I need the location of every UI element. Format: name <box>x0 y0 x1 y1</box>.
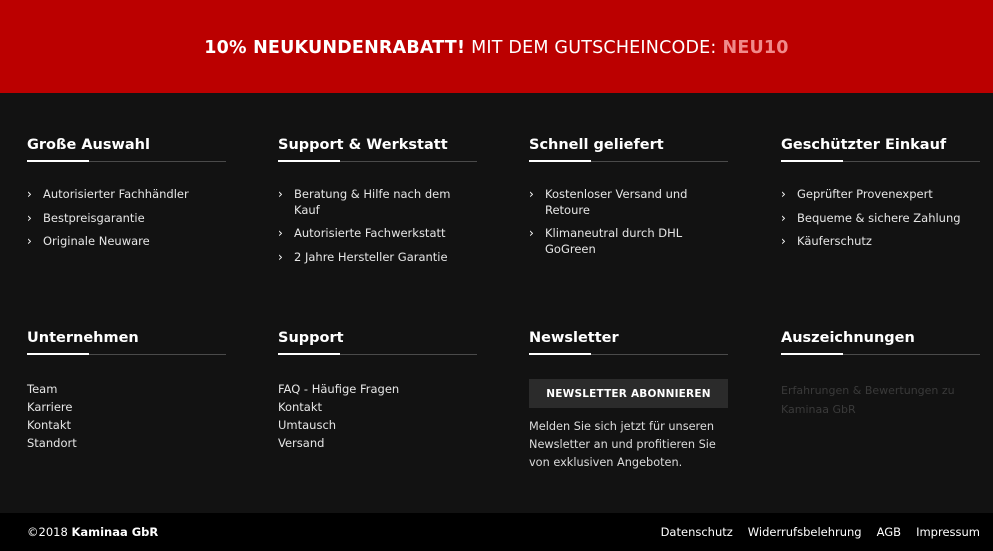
feature-heading: Schnell geliefert <box>529 135 728 162</box>
feature-item: › Geprüfter Provenexpert <box>781 187 933 201</box>
link-withdrawal[interactable]: Widerrufsbelehrung <box>747 525 862 539</box>
link-privacy[interactable]: Datenschutz <box>660 525 733 539</box>
feature-item: › Beratung & Hilfe nach dem Kauf <box>278 187 451 217</box>
chevron-right-icon: › <box>781 210 786 225</box>
chevron-right-icon: › <box>781 234 786 248</box>
footer-link-location[interactable]: Standort <box>27 436 77 450</box>
chevron-right-icon: › <box>27 234 32 248</box>
support-column <box>278 328 477 452</box>
chevron-right-icon: › <box>278 187 283 201</box>
promo-code: NEU10 <box>722 37 789 58</box>
feature-item: › 2 Jahre Hersteller Garantie <box>278 249 448 264</box>
feature-item: › Bestpreisgarantie <box>27 210 145 225</box>
promo-highlight: 10% NEUKUNDENRABATT! <box>204 37 466 58</box>
support-heading: Support <box>278 328 477 355</box>
chevron-right-icon: › <box>27 187 32 201</box>
chevron-right-icon: › <box>278 249 283 264</box>
footer <box>0 93 993 513</box>
awards-heading: Auszeichnungen <box>781 328 980 355</box>
footer-link-exchange[interactable]: Umtausch <box>278 418 337 432</box>
awards-column <box>781 328 980 419</box>
feature-column-selection <box>27 135 226 258</box>
feature-heading: Geschützter Einkauf <box>781 135 980 162</box>
chevron-right-icon: › <box>278 226 283 240</box>
feature-item: › Autorisierter Fachhändler <box>27 187 189 201</box>
footer-link-support-contact[interactable]: Kontakt <box>278 400 323 414</box>
promo-banner <box>0 0 993 93</box>
company-name: Kaminaa GbR <box>71 525 159 539</box>
feature-heading: Große Auswahl <box>27 135 226 162</box>
newsletter-subscribe-button[interactable]: NEWSLETTER ABONNIEREN <box>529 379 728 408</box>
promo-text: MIT DEM GUTSCHEINCODE: <box>471 37 717 58</box>
link-terms[interactable]: AGB <box>876 525 902 539</box>
newsletter-description: Melden Sie sich jetzt für unseren Newsletter an und profitieren Sie von exklusiven Angeboten. <box>529 420 716 469</box>
company-heading: Unternehmen <box>27 328 226 355</box>
footer-link-careers[interactable]: Karriere <box>27 400 73 414</box>
legal-links <box>661 525 980 539</box>
feature-heading: Support & Werkstatt <box>278 135 477 162</box>
footer-link-faq[interactable]: FAQ - Häufige Fragen <box>278 382 400 396</box>
feature-column-delivery <box>529 135 728 265</box>
feature-item: › Käuferschutz <box>781 234 872 248</box>
chevron-right-icon: › <box>781 187 786 201</box>
chevron-right-icon: › <box>529 226 534 240</box>
feature-item: › Autorisierte Fachwerkstatt <box>278 226 446 240</box>
feature-column-protection <box>781 135 980 258</box>
bottom-bar <box>0 513 993 551</box>
feature-item: › Kostenloser Versand und Retoure <box>529 187 688 217</box>
newsletter-heading: Newsletter <box>529 328 728 355</box>
copyright <box>27 525 158 539</box>
feature-item: › Originale Neuware <box>27 234 150 248</box>
copyright-year: ©2018 <box>27 525 68 539</box>
newsletter-column <box>529 328 728 472</box>
feature-column-support <box>278 135 477 273</box>
footer-link-contact[interactable]: Kontakt <box>27 418 72 432</box>
company-column <box>27 328 226 452</box>
link-imprint[interactable]: Impressum <box>916 525 980 539</box>
chevron-right-icon: › <box>529 187 534 201</box>
feature-item: › Bequeme & sichere Zahlung <box>781 210 961 225</box>
feature-item: › Klimaneutral durch DHL GoGreen <box>529 226 683 256</box>
reviews-link[interactable]: Erfahrungen & Bewertungen zu Kaminaa GbR <box>781 384 955 416</box>
chevron-right-icon: › <box>27 210 32 225</box>
footer-link-shipping[interactable]: Versand <box>278 436 325 450</box>
footer-link-team[interactable]: Team <box>27 382 58 396</box>
